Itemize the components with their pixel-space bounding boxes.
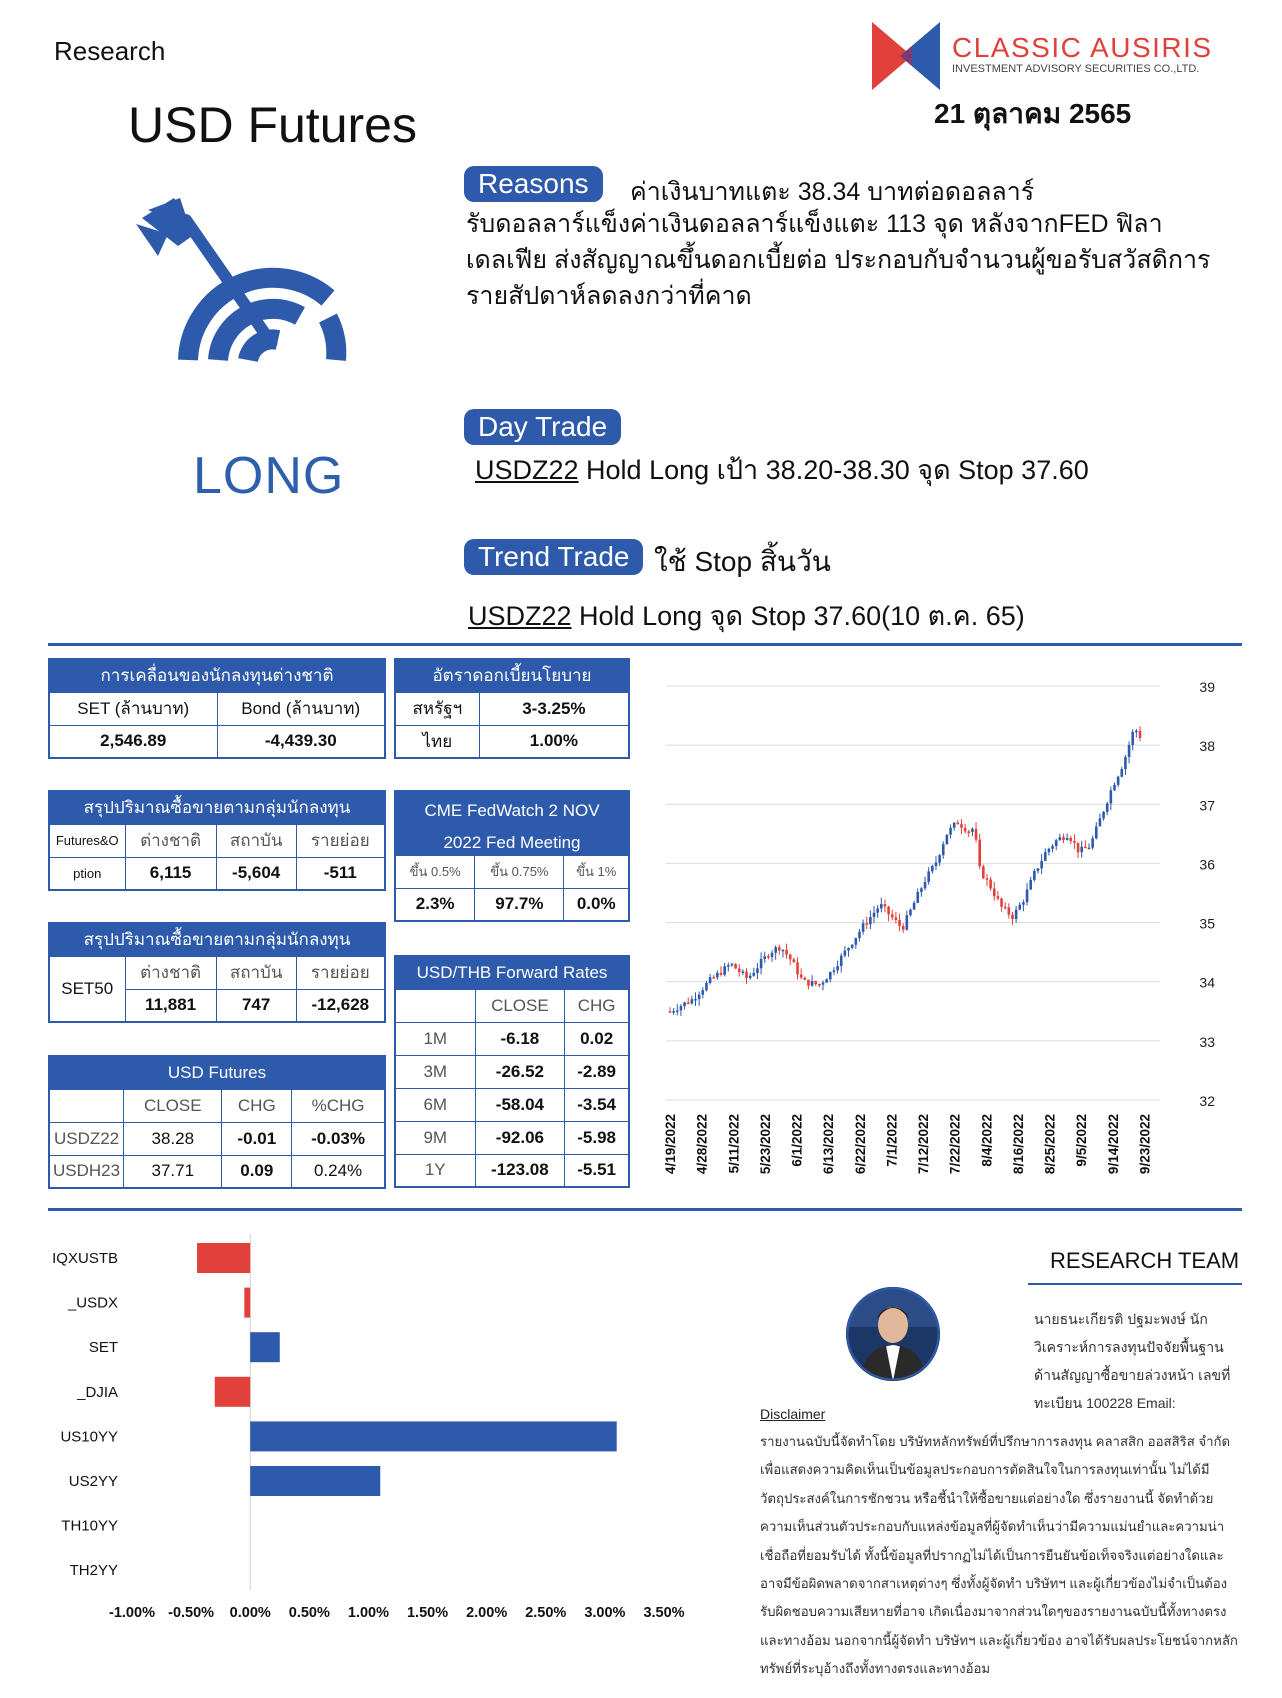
- candle-body: [847, 948, 850, 951]
- page-title: USD Futures: [128, 97, 417, 153]
- candle-body: [698, 995, 701, 999]
- candle-body: [1131, 732, 1134, 745]
- candle-body: [1099, 818, 1102, 826]
- candle-body: [1066, 838, 1069, 840]
- bar-category-label: _DJIA: [77, 1383, 118, 1401]
- candle-body: [683, 1002, 686, 1006]
- table-row: [395, 1154, 629, 1187]
- fedwatch-col: ขึ้น 0.75%: [475, 855, 564, 888]
- bar-category-label: TH2YY: [69, 1562, 118, 1580]
- futures-flow-table: [48, 790, 386, 891]
- candle-body: [1033, 871, 1036, 880]
- forward-rates-chg: -5.98: [565, 1121, 629, 1154]
- reasons-body: รับดอลลาร์แข็งค่าเงินดอลลาร์แข็งแตะ 113 จุด หลังจากFED ฟิลาเดลเฟีย ส่งสัญญาณขึ้นดอกเบี้ยต่อ ประกอบกับจำนวนผู้ขอรับสวัสดิการรายสัปดาห์ลดลงกว่าที่คาด: [466, 210, 1211, 310]
- candle-body: [1080, 847, 1083, 852]
- x-tick-label: 6/13/2022: [821, 1114, 837, 1175]
- bar-category-label: US2YY: [68, 1473, 118, 1490]
- candle-body: [931, 866, 934, 871]
- candle-body: [807, 980, 810, 986]
- forward-rates-tenor: 9M: [395, 1121, 475, 1154]
- reasons-headline: ค่าเงินบาทแตะ 38.34 บาทต่อดอลลาร์: [630, 178, 1035, 206]
- foreign-flow-col-set: SET (ล้านบาท): [49, 692, 217, 725]
- candle-body: [1022, 902, 1025, 905]
- candle-body: [1011, 915, 1014, 919]
- bar: [197, 1243, 250, 1273]
- usd-futures-chg: 0.09: [222, 1155, 292, 1188]
- candle-body: [774, 947, 777, 953]
- x-tick-label: 3.50%: [643, 1605, 685, 1621]
- policy-rate-country: สหรัฐฯ: [395, 692, 479, 725]
- x-tick-label: 9/23/2022: [1137, 1114, 1153, 1175]
- disclaimer-body: รายงานฉบับนี้จัดทำโดย บริษัทหลักทรัพย์ที่ปรึกษาการลงทุน คลาสสิก ออสสิริส จำกัด เพื่อแสดงความคิดเห็นเป็นข้อมูลประกอบการตัดสินใจในการลงทุนเท่านั้น ไม่ได้มีวัตถุประสงค์ในการชักชวน หรือชี้นำให้ซื้อขายแต่อย่างใด ซึ่งรายงานนี้ จัดทำด้วยความเห็นส่วนตัวประกอบกับแหล่งข้อมูลที่ผู้จัดทำเห็นว่ามีความแม่นยำและความน่าเชื่อถือที่ยอมรับได้ ทั้งนี้ข้อมูลที่ปรากฏไม่ได้เป็นการยืนยันข้อเท็จจริงแต่อย่างใดและอาจมีข้อผิดพลาดจากสาเหตุต่างๆ ซึ่งทั้งผู้จัดทำ บริษัทฯ และผู้เกี่ยวข้องไม่จำเป็นต้องรับผิดชอบความเสียหายที่อาจ เกิดเนื่องมาจากส่วนใดๆของรายงานฉบับนี้ทั้งทางตรงและทางอ้อม นอกจากนี้ผู้จัดทำ บริษัทฯ และผู้เกี่ยวข้อง อาจได้รับผลประโยชน์จากหลักทรัพย์ที่ระบุอ้างถึงทั้งทางตรงและทางอ้อม: [760, 1434, 1238, 1677]
- candle-body: [720, 973, 723, 975]
- candle-body: [1062, 837, 1065, 840]
- forward-rates-tenor: 6M: [395, 1088, 475, 1121]
- x-tick-label: 8/4/2022: [979, 1114, 995, 1167]
- candle-body: [1077, 843, 1080, 852]
- candle-body: [855, 938, 858, 945]
- y-tick-label: 35: [1199, 915, 1215, 932]
- candle-body: [731, 964, 734, 966]
- forward-rates-col: CHG: [565, 989, 629, 1022]
- candle-body: [1059, 837, 1062, 840]
- foreign-flow-set-value: 2,546.89: [49, 725, 217, 758]
- bar: [250, 1466, 380, 1496]
- set50-flow-col: สถาบัน: [216, 956, 296, 989]
- bar: [250, 1332, 280, 1362]
- set50-flow-value: -12,628: [296, 989, 385, 1022]
- table-row: [49, 1122, 385, 1155]
- candle-body: [701, 990, 704, 994]
- x-tick-label: -0.50%: [168, 1605, 215, 1621]
- candle-body: [1124, 757, 1127, 769]
- x-tick-label: 7/1/2022: [884, 1114, 900, 1167]
- candle-body: [895, 917, 898, 920]
- x-tick-label: 1.50%: [406, 1605, 449, 1621]
- usd-futures-close: 38.28: [124, 1122, 222, 1155]
- futures-flow-value: -511: [296, 857, 385, 890]
- set50-flow-col: ต่างชาติ: [125, 956, 216, 989]
- research-team-underline: [1028, 1283, 1242, 1285]
- candle-body: [1113, 785, 1116, 790]
- day-trade-line: [475, 448, 1089, 491]
- candle-body: [782, 950, 785, 952]
- candle-body: [1117, 777, 1120, 785]
- candle-body: [756, 968, 759, 973]
- futures-flow-title: สรุปปริมาณซื้อขายตามกลุ่มนักลงทุน: [49, 791, 385, 824]
- y-tick-label: 37: [1199, 797, 1215, 814]
- foreign-flow-col-bond: Bond (ล้านบาท): [217, 692, 385, 725]
- candle-body: [906, 915, 909, 929]
- table-row: [395, 1055, 629, 1088]
- candle-body: [880, 904, 883, 908]
- table-row: [395, 1121, 629, 1154]
- x-tick-label: -1.00%: [109, 1605, 155, 1621]
- candle-body: [676, 1010, 679, 1012]
- candle-body: [771, 953, 774, 957]
- fedwatch-table: [394, 790, 630, 922]
- candle-body: [887, 907, 890, 915]
- x-tick-label: 0.00%: [229, 1605, 271, 1621]
- fedwatch-title-2: 2022 Fed Meeting: [395, 831, 629, 855]
- candle-body: [1139, 731, 1142, 738]
- candle-body: [1048, 849, 1051, 852]
- candle-body: [938, 855, 941, 862]
- candle-body: [865, 923, 868, 925]
- candle-body: [1044, 852, 1047, 861]
- candle-body: [760, 959, 763, 968]
- y-tick-label: 39: [1199, 679, 1215, 695]
- candle-body: [873, 913, 876, 917]
- candle-body: [742, 971, 745, 973]
- usd-futures-pct: -0.03%: [292, 1122, 385, 1155]
- table-row: [395, 1022, 629, 1055]
- usd-futures-chg: -0.01: [222, 1122, 292, 1155]
- candle-body: [1073, 841, 1076, 843]
- trend-trade-text: Hold Long จุด Stop 37.60(10 ต.ค. 65): [571, 601, 1025, 631]
- candle-body: [891, 914, 894, 917]
- trend-trade-badge: Trend Trade: [464, 539, 643, 575]
- candle-body: [672, 1011, 675, 1013]
- candle-body: [778, 947, 781, 950]
- policy-rate-country: ไทย: [395, 725, 479, 758]
- candle-body: [727, 965, 730, 967]
- candle-body: [953, 823, 956, 828]
- candle-body: [935, 863, 938, 867]
- reasons-badge: Reasons: [464, 166, 603, 202]
- candle-body: [709, 977, 712, 983]
- x-tick-label: 7/12/2022: [916, 1114, 932, 1175]
- candle-body: [785, 950, 788, 955]
- bar: [244, 1288, 250, 1318]
- candle-body: [818, 984, 821, 986]
- set50-flow-value: 11,881: [125, 989, 216, 1022]
- candle-body: [1102, 812, 1105, 819]
- market-change-bar-chart: [48, 1230, 738, 1690]
- analyst-info: นายธนะเกียรติ ปฐมะพงษ์ นักวิเคราะห์การลงทุนปัจจัยพื้นฐานด้านสัญญาซื้อขายล่วงหน้า เลขที่ทะเบียน 100228 Email:: [1034, 1311, 1231, 1411]
- policy-rate-table: [394, 658, 630, 759]
- candle-body: [705, 983, 708, 990]
- candle-body: [898, 920, 901, 926]
- candle-body: [858, 932, 861, 938]
- candle-body: [745, 971, 748, 978]
- y-tick-label: 33: [1199, 1033, 1215, 1050]
- usd-candlestick-chart: [660, 660, 1240, 1200]
- brand-logo: [872, 22, 940, 90]
- candle-body: [723, 966, 726, 975]
- forward-rates-chg: -3.54: [565, 1088, 629, 1121]
- y-tick-label: 32: [1199, 1093, 1215, 1109]
- candle-body: [916, 892, 919, 903]
- fedwatch-value: 0.0%: [564, 888, 629, 921]
- candle-body: [825, 979, 828, 982]
- forward-rates-close: -58.04: [475, 1088, 565, 1121]
- candle-body: [967, 831, 970, 833]
- candle-body: [811, 981, 814, 986]
- usd-futures-col: %CHG: [292, 1089, 385, 1122]
- analyst-avatar: [846, 1287, 940, 1381]
- candle-body: [1004, 907, 1007, 909]
- candle-body: [1008, 907, 1011, 914]
- x-tick-label: 5/23/2022: [757, 1114, 773, 1175]
- y-tick-label: 34: [1199, 974, 1215, 991]
- usd-futures-col: CLOSE: [124, 1089, 222, 1122]
- x-tick-label: 2.00%: [466, 1605, 508, 1621]
- futures-flow-value: 6,115: [125, 857, 216, 890]
- candle-body: [1135, 731, 1138, 733]
- forward-rates-tenor: 1Y: [395, 1154, 475, 1187]
- usd-futures-table: [48, 1055, 386, 1189]
- bar-category-label: SET: [88, 1339, 118, 1357]
- usd-futures-corner: [49, 1089, 124, 1122]
- candle-body: [971, 829, 974, 832]
- forward-rates-title: USD/THB Forward Rates: [395, 956, 629, 989]
- candle-body: [982, 866, 985, 878]
- trend-trade-contract: USDZ22: [468, 601, 572, 631]
- candle-body: [1095, 826, 1098, 838]
- candle-body: [796, 962, 799, 974]
- candle-body: [1000, 899, 1003, 907]
- candle-body: [909, 910, 912, 916]
- candle-body: [763, 956, 766, 959]
- report-date: 21 ตุลาคม 2565: [934, 98, 1132, 129]
- candle-body: [1029, 880, 1032, 890]
- foreign-flow-title: การเคลื่อนของนักลงทุนต่างชาติ: [49, 659, 385, 692]
- x-tick-label: 4/19/2022: [663, 1114, 678, 1175]
- fedwatch-col: ขึ้น 0.5%: [395, 855, 475, 888]
- disclaimer-title: Disclaimer: [760, 1406, 826, 1422]
- candle-body: [884, 904, 887, 906]
- section-label: Research: [54, 36, 166, 66]
- day-trade-badge: Day Trade: [464, 409, 621, 445]
- section-divider: [48, 1208, 1242, 1211]
- brand-name: CLASSIC AUSIRIS: [952, 32, 1213, 63]
- candle-body: [844, 951, 847, 956]
- fedwatch-value: 2.3%: [395, 888, 475, 921]
- bar-category-label: _USDX: [67, 1294, 118, 1312]
- day-trade-text: Hold Long เป้า 38.20-38.30 จุด Stop 37.60: [578, 455, 1089, 485]
- candle-body: [767, 956, 770, 958]
- x-tick-label: 4/28/2022: [694, 1114, 710, 1175]
- candle-body: [712, 977, 715, 979]
- candle-body: [913, 903, 916, 910]
- usd-futures-title: USD Futures: [49, 1056, 385, 1089]
- candle-body: [1055, 840, 1058, 846]
- candle-body: [1040, 861, 1043, 869]
- candle-body: [957, 823, 960, 825]
- candle-body: [946, 835, 949, 845]
- x-tick-label: 2.50%: [525, 1605, 567, 1621]
- forward-rates-chg: -2.89: [565, 1055, 629, 1088]
- signal-label: LONG: [193, 447, 345, 505]
- forward-rates-corner: [395, 989, 475, 1022]
- candle-body: [691, 999, 694, 1003]
- forward-rates-chg: -5.51: [565, 1154, 629, 1187]
- forward-rates-table: [394, 955, 630, 1188]
- candle-body: [1026, 889, 1029, 902]
- candle-body: [986, 878, 989, 880]
- candle-body: [1106, 803, 1109, 811]
- candle-body: [687, 1002, 690, 1004]
- candle-body: [924, 882, 927, 888]
- usd-futures-name: USDZ22: [49, 1122, 124, 1155]
- trend-trade-line: [468, 594, 1025, 637]
- candle-body: [1084, 847, 1087, 849]
- x-tick-label: 5/11/2022: [726, 1114, 742, 1174]
- futures-flow-col: รายย่อย: [296, 824, 385, 857]
- futures-flow-col: ต่างชาติ: [125, 824, 216, 857]
- futures-flow-col: สถาบัน: [216, 824, 296, 857]
- candle-body: [1120, 769, 1123, 777]
- forward-rates-tenor: 1M: [395, 1022, 475, 1055]
- candle-body: [949, 828, 952, 835]
- forward-rates-chg: 0.02: [565, 1022, 629, 1055]
- set50-flow-row-label: SET50: [49, 956, 125, 1022]
- forward-rates-close: -92.06: [475, 1121, 565, 1154]
- x-tick-label: 6/1/2022: [789, 1114, 805, 1167]
- target-dart-icon: [128, 198, 390, 373]
- candle-body: [836, 966, 839, 970]
- x-tick-label: 9/14/2022: [1105, 1114, 1121, 1175]
- day-trade-contract: USDZ22: [475, 455, 579, 485]
- brand-subtitle: INVESTMENT ADVISORY SECURITIES CO.,LTD.: [952, 63, 1200, 75]
- candle-body: [960, 824, 963, 828]
- candle-body: [978, 840, 981, 867]
- futures-flow-row-label: ption: [49, 857, 125, 890]
- set50-flow-table: [48, 922, 386, 1023]
- candle-body: [942, 844, 945, 855]
- forward-rates-close: -26.52: [475, 1055, 565, 1088]
- policy-rate-title: อัตราดอกเบี้ยนโยบาย: [395, 659, 629, 692]
- bar: [250, 1421, 616, 1451]
- bar: [215, 1377, 250, 1407]
- trend-trade-headline: ใช้ Stop สิ้นวัน: [654, 546, 831, 577]
- candle-body: [829, 972, 832, 979]
- candle-body: [669, 1011, 672, 1013]
- usd-futures-name: USDH23: [49, 1155, 124, 1188]
- policy-rate-value: 3-3.25%: [479, 692, 629, 725]
- fedwatch-title-1: CME FedWatch 2 NOV: [395, 791, 629, 831]
- x-tick-label: 1.00%: [347, 1605, 390, 1621]
- forward-rates-tenor: 3M: [395, 1055, 475, 1088]
- candle-body: [1037, 868, 1040, 871]
- candle-body: [1018, 905, 1021, 910]
- candle-body: [716, 973, 719, 978]
- usd-futures-pct: 0.24%: [292, 1155, 385, 1188]
- section-divider: [48, 643, 1242, 646]
- y-tick-label: 36: [1199, 856, 1215, 873]
- candle-body: [822, 983, 825, 985]
- candle-body: [862, 923, 865, 932]
- set50-flow-value: 747: [216, 989, 296, 1022]
- x-tick-label: 6/22/2022: [852, 1114, 868, 1175]
- policy-rate-value: 1.00%: [479, 725, 629, 758]
- candle-body: [749, 976, 752, 978]
- candle-body: [876, 908, 879, 912]
- candle-body: [997, 896, 1000, 898]
- candle-body: [975, 829, 978, 840]
- x-tick-label: 8/16/2022: [1010, 1114, 1026, 1175]
- candle-body: [734, 964, 737, 969]
- forward-rates-col: CLOSE: [475, 989, 565, 1022]
- table-row: [49, 1155, 385, 1188]
- foreign-flow-table: [48, 658, 386, 759]
- candle-body: [840, 956, 843, 966]
- candle-body: [989, 880, 992, 889]
- candle-body: [1128, 745, 1131, 757]
- usd-futures-col: CHG: [222, 1089, 292, 1122]
- forward-rates-close: -6.18: [475, 1022, 565, 1055]
- fedwatch-value: 97.7%: [475, 888, 564, 921]
- candle-body: [1091, 838, 1094, 847]
- candle-body: [902, 926, 905, 930]
- research-team-title: RESEARCH TEAM: [1050, 1248, 1240, 1273]
- candle-body: [814, 981, 817, 984]
- candle-body: [1051, 846, 1054, 849]
- bar-category-label: US10YY: [60, 1428, 118, 1446]
- candle-body: [927, 871, 930, 882]
- candle-body: [800, 974, 803, 977]
- candle-body: [804, 978, 807, 980]
- table-row: [395, 1088, 629, 1121]
- candle-body: [1069, 838, 1072, 841]
- futures-flow-value: -5,604: [216, 857, 296, 890]
- candle-body: [920, 888, 923, 892]
- candle-body: [738, 969, 741, 973]
- x-tick-label: 0.50%: [288, 1605, 330, 1621]
- candle-body: [833, 970, 836, 972]
- forward-rates-close: -123.08: [475, 1154, 565, 1187]
- candle-body: [869, 917, 872, 924]
- bar-category-label: IQXUSTB: [52, 1250, 118, 1267]
- candle-body: [1015, 910, 1018, 919]
- y-tick-label: 38: [1199, 738, 1215, 755]
- candle-body: [793, 959, 796, 962]
- set50-flow-col: รายย่อย: [296, 956, 385, 989]
- candle-body: [694, 999, 697, 1001]
- foreign-flow-bond-value: -4,439.30: [217, 725, 385, 758]
- candle-body: [993, 889, 996, 897]
- candle-body: [1088, 848, 1091, 850]
- futures-flow-row-label: Futures&O: [49, 824, 125, 857]
- candle-body: [851, 945, 854, 948]
- x-tick-label: 9/5/2022: [1074, 1114, 1090, 1167]
- usd-futures-close: 37.71: [124, 1155, 222, 1188]
- x-tick-label: 3.00%: [584, 1605, 626, 1621]
- candle-body: [752, 973, 755, 976]
- fedwatch-col: ขึ้น 1%: [564, 855, 629, 888]
- x-tick-label: 8/25/2022: [1042, 1114, 1058, 1175]
- candle-body: [1110, 790, 1113, 803]
- set50-flow-title: สรุปปริมาณซื้อขายตามกลุ่มนักลงทุน: [49, 923, 385, 956]
- candle-body: [789, 955, 792, 960]
- candle-body: [680, 1006, 683, 1010]
- bar-category-label: TH10YY: [61, 1517, 118, 1535]
- x-tick-label: 7/22/2022: [947, 1114, 963, 1175]
- candle-body: [964, 828, 967, 832]
